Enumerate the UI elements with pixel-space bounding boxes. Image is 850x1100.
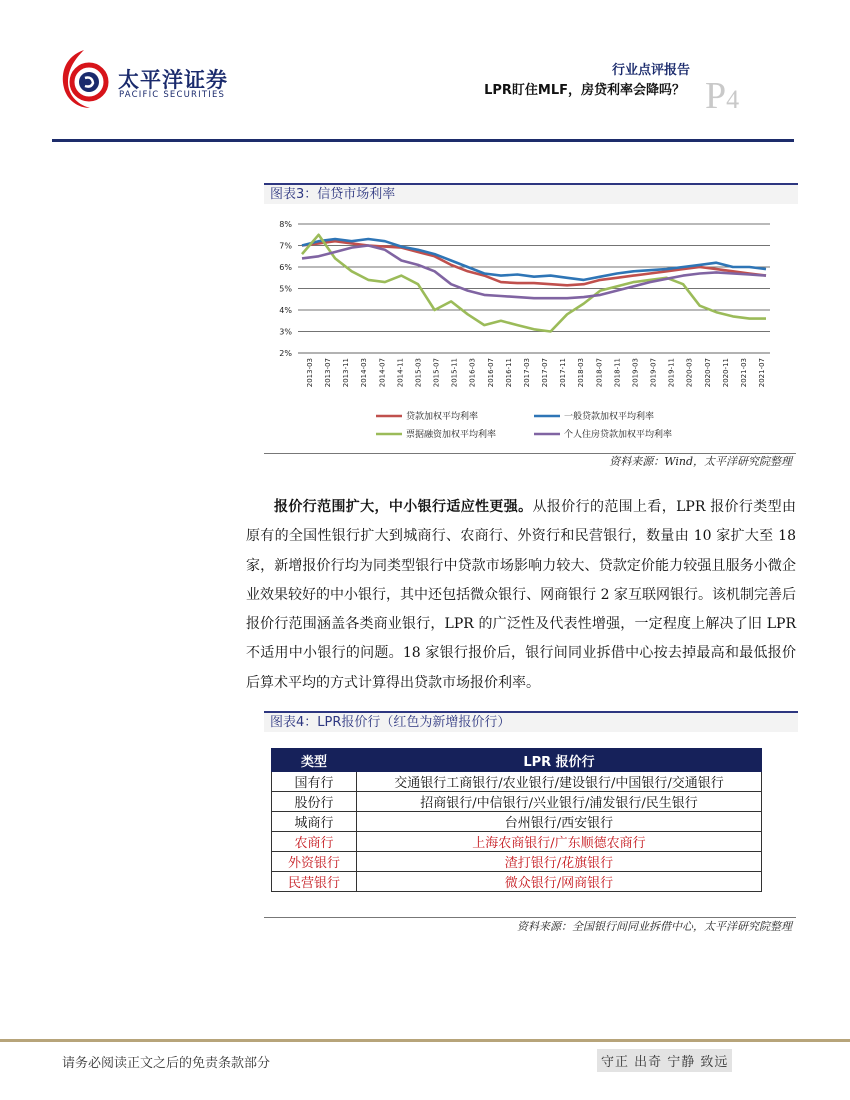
body-paragraph — [246, 493, 796, 698]
credit-rate-line-chart — [264, 210, 796, 452]
bank-type-cell: 农商行 — [272, 832, 357, 852]
x-tick-label: 2016-03 — [468, 358, 477, 388]
bank-type-cell: 城商行 — [272, 812, 357, 832]
table-row — [272, 872, 762, 892]
figure3-source: 资料来源：Wind，太平洋研究院整理 — [609, 455, 792, 468]
x-tick-label: 2021-03 — [739, 358, 748, 388]
report-title: LPR盯住MLF，房贷利率会降吗？ — [484, 83, 685, 98]
y-tick-label: 8% — [279, 220, 292, 229]
bank-list-cell: 招商银行/中信银行/兴业银行/浦发银行/民生银行 — [357, 792, 762, 812]
x-tick-label: 2021-07 — [758, 358, 766, 388]
lpr-quoting-banks-table — [271, 748, 762, 892]
header-divider — [52, 139, 794, 142]
table-header-row — [272, 749, 762, 772]
x-tick-label: 2017-03 — [522, 358, 531, 388]
table-row — [272, 772, 762, 792]
x-tick-label: 2018-07 — [595, 358, 604, 388]
y-tick-label: 5% — [279, 284, 292, 294]
bank-type-cell: 股份行 — [272, 792, 357, 812]
page-digit: 4 — [726, 85, 740, 114]
page-letter: P — [705, 75, 727, 117]
legend-label: 一般贷款加权平均利率 — [564, 412, 655, 422]
x-tick-label: 2019-07 — [649, 358, 658, 388]
x-tick-label: 2020-07 — [703, 358, 712, 388]
x-tick-label: 2018-11 — [613, 358, 622, 388]
page-number — [705, 74, 739, 118]
table-row — [272, 832, 762, 852]
bank-list-cell: 台州银行/西安银行 — [357, 812, 762, 832]
x-tick-label: 2014-11 — [396, 358, 405, 388]
x-tick-label: 2013-11 — [342, 358, 351, 388]
figure4-source: 资料来源：全国银行间同业拆借中心，太平洋研究院整理 — [517, 920, 792, 933]
y-tick-label: 3% — [279, 327, 292, 337]
figure4-title: 图表4：LPR报价行（红色为新增报价行） — [264, 711, 798, 732]
y-tick-label: 6% — [279, 263, 292, 272]
legend-label: 个人住房贷款加权平均利率 — [564, 430, 673, 440]
footer-divider — [0, 1039, 850, 1042]
bank-type-cell: 国有行 — [272, 772, 357, 792]
y-tick-label: 2% — [279, 349, 292, 358]
figure3-title: 图表3：信贷市场利率 — [264, 183, 798, 204]
x-tick-label: 2020-03 — [685, 358, 694, 388]
column-header-banks: LPR 报价行 — [357, 749, 762, 772]
x-tick-label: 2016-07 — [486, 358, 495, 388]
x-tick-label: 2017-07 — [541, 358, 550, 388]
x-tick-label: 2019-03 — [631, 358, 640, 388]
x-tick-label: 2019-11 — [667, 358, 676, 388]
report-type: 行业点评报告 — [611, 63, 690, 78]
series-line-1 — [302, 241, 766, 285]
y-tick-label: 7% — [279, 241, 292, 251]
bank-list-cell: 上海农商银行/广东顺德农商行 — [357, 832, 762, 852]
bank-list-cell: 渣打银行/花旗银行 — [357, 852, 762, 872]
logo-english-name: PACIFIC SECURITIES — [119, 90, 226, 100]
legend-label: 票据融资加权平均利率 — [406, 430, 497, 440]
bank-list-cell: 交通银行工商银行/农业银行/建设银行/中国银行/交通银行 — [357, 772, 762, 792]
y-tick-label: 4% — [279, 306, 292, 315]
logo-chinese-name: 太平洋证券 — [118, 68, 228, 92]
x-tick-label: 2013-03 — [306, 358, 314, 388]
x-tick-label: 2016-11 — [504, 358, 513, 388]
paragraph-lead: 报价行范围扩大，中小银行适应性更强。 — [274, 499, 533, 515]
x-tick-label: 2013-07 — [324, 358, 333, 388]
x-tick-label: 2020-11 — [721, 358, 730, 388]
table-row — [272, 792, 762, 812]
company-logo-icon — [58, 46, 110, 112]
table-row — [272, 812, 762, 832]
disclaimer-note: 请务必阅读正文之后的免责条款部分 — [62, 1056, 271, 1071]
column-header-type: 类型 — [272, 749, 357, 772]
x-tick-label: 2015-07 — [432, 358, 441, 388]
company-motto: 守正 出奇 宁静 致远 — [597, 1049, 732, 1072]
x-tick-label: 2015-03 — [414, 358, 423, 388]
table-row — [272, 852, 762, 872]
legend-label: 贷款加权平均利率 — [406, 412, 479, 422]
x-tick-label: 2015-11 — [450, 358, 459, 388]
series-line-4 — [302, 246, 766, 299]
x-tick-label: 2017-11 — [559, 358, 568, 388]
x-tick-label: 2014-03 — [360, 358, 369, 388]
bank-type-cell: 外资银行 — [272, 852, 357, 872]
bank-list-cell: 微众银行/网商银行 — [357, 872, 762, 892]
paragraph-text: 从报价行的范围上看，LPR 报价行类型由原有的全国性银行扩大到城商行、农商行、外资行和民营银行，数量由 10 家扩大至 18 家，新增报价行均为同类型银行中贷款市场影响力较大、贷款定价能力较强且服务小微企业效果较好的中小银行，其中还包括微众银行、网商银行 2 家互联网银行。该机制完善后报价行范围涵盖各类商业银行，LPR 的广泛性及代表性增强，一定程度上解决了旧 LPR 不适用中小银行的问题。18 家银行报价后，银行间同业拆借中心按去掉最高和最低报价后算术平均的方式计算得出贷款市场报价利率。 — [246, 499, 797, 691]
x-tick-label: 2014-07 — [378, 358, 387, 388]
x-tick-label: 2018-03 — [577, 358, 586, 388]
bank-type-cell: 民营银行 — [272, 872, 357, 892]
